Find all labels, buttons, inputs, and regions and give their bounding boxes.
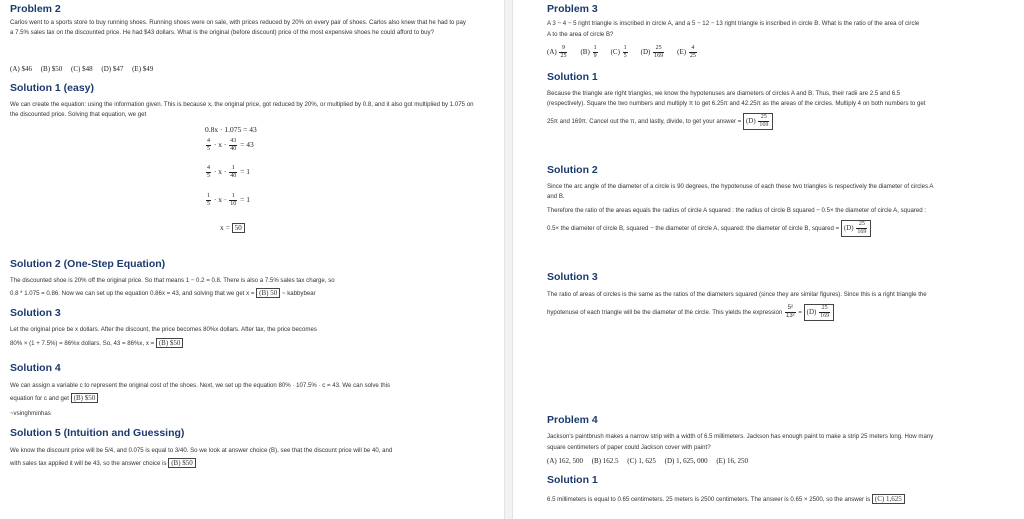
solution-1-line-3: 25π and 169π. Cancel out the π, and lastly, divide, to get your answer = (D) $\frac{25}{169}$ — [547, 113, 1017, 130]
solution-4-line-2: equation for c and get (B) $50 — [10, 393, 490, 404]
choice-item: (C) $\frac{1}{5}$ — [610, 45, 627, 59]
problem-2-title: Problem 2 — [10, 3, 61, 15]
answer-box: (B) $50 — [156, 338, 184, 348]
solution-2-line-1: Since the arc angle of the diameter of a circle is 90 degrees, the hypotenuse of each these two triangles is respectively the diameter of circles A — [547, 183, 934, 190]
problem-2-choices: (A) $46 (B) $50 (C) $48 (D) $47 (E) $49 — [10, 65, 154, 73]
answer-box: (D) $\frac{25}{169}$ — [804, 304, 834, 321]
solution-3-title: Solution 3 — [10, 307, 61, 319]
solution-4-author: ~vsinghminhas — [10, 410, 51, 417]
solution-5-title: Solution 5 (Intuition and Guessing) — [10, 427, 185, 439]
problem-4-line-1: Jackson's paintbrush makes a narrow strip with a width of 6.5 millimeters. Jackson has enough paint to make a strip 25 meters long. How many — [547, 433, 934, 440]
problem-3-line-1: A 3 − 4 − 5 right triangle is inscribed in circle A, and a 5 − 12 − 13 right triangle is inscribed in circle B. What is the ratio of the area of circle — [547, 20, 920, 27]
problem-3-title: Problem 3 — [547, 3, 598, 15]
answer-box: (B) $50 — [71, 393, 99, 403]
answer-box: (B) $50 — [168, 458, 196, 468]
problem-4-solution-title: Solution 1 — [547, 474, 598, 486]
solution-2-title: Solution 2 (One-Step Equation) — [10, 258, 166, 270]
answer-box: 50 — [232, 223, 245, 233]
equation-5: x = 50 — [220, 222, 245, 234]
problem-2-text: Carlos went to a sports store to buy running shoes. Running shoes were on sale, with prices reduced by 20% on every pair of shoes. Carlos also knew that he had to pay a 7.5% sales tax on the discounted price. He had $43 dollars. What is the original (before discount) price of the most expensive shoes he could afford to buy? — [10, 19, 466, 36]
solution-3-line-1: Let the original price be x dollars. After the discount, the price becomes 80%x dollars. After tax, the price becomes — [10, 326, 317, 333]
equation-4: $\frac{1}{5}$ · x · $\frac{1}{10}$ = 1 — [207, 193, 250, 207]
solution-2-line-4: 0.5× the diameter of circle B, squared − the diameter of circle A, squared: the diameter of circle B, squared = (D) $\frac{25}{169}$ — [547, 220, 1017, 237]
solution-3-title: Solution 3 — [547, 271, 598, 283]
solution-2-line-2: 0.8 * 1.075 = 0.86. Now we can set up the equation 0.86x = 43, and solving that we get x = (B) 50 ~ kabbybear — [10, 289, 316, 297]
right-page — [512, 0, 1024, 519]
solution-4-line-1: We can assign a variable c to represent the original cost of the shoes. Next, we set up the equation 80% · 107.5% · c = 43. We can solve this — [10, 382, 390, 389]
solution-1-line-2: (respectively). Square the two numbers and multiply π to get 6.25π and 42.25π as the areas of the circles. Multiply 4 on both numbers to get — [547, 100, 926, 107]
problem-3-line-2: A to the area of circle B? — [547, 31, 614, 38]
choice-item: (D) $\frac{25}{169}$ — [640, 45, 664, 59]
problem-4-solution-line: 6.5 millimeters is equal to 0.65 centimeters. 25 meters is 2500 centimeters. The answer is 0.65 × 2500, so the answer is (C) 1,625 — [547, 494, 1017, 505]
solution-1-title: Solution 1 (easy) — [10, 82, 95, 94]
solution-3-line-2: hypotenuse of each triangle will be the diameter of the circle. This yields the expression $\frac{\text{5²}}{\text{13²}}$ = (D) $\frac{25}{169}$ — [547, 304, 1017, 321]
left-page — [0, 0, 505, 519]
solution-4-title: Solution 4 — [10, 362, 61, 374]
problem-4-choices: (A) 162, 500 (B) 162.5 (C) 1, 625 (D) 1, 625, 000 (E) 16, 250 — [547, 457, 749, 465]
solution-1-text: We can create the equation: using the information given. This is because x, the original price, got reduced by 20%, or multiplied by 0.8, and it also got multiplied by 1.075 on the discounted price. Solving that equation, we get — [10, 101, 474, 118]
solution-5-line-1: We know the discount price will be 5/4, and 0.075 is equal to 3/40. So we look at answer choice (B), see that the discount price will be 40, and — [10, 447, 393, 454]
solution-3-line-2: 80% × (1 + 7.5%) = 86%x dollars. So, 43 = 86%x, x = (B) $50 — [10, 338, 490, 349]
equation-1: 0.8x · 1.075 = 43 — [205, 125, 257, 134]
problem-3-choices — [547, 45, 710, 60]
answer-box: (B) 50 — [256, 288, 280, 298]
equation-3: $\frac{4}{5}$ · x · $\frac{1}{40}$ = 1 — [207, 165, 250, 179]
choice-item: (A) $\frac{9}{25}$ — [547, 45, 567, 59]
problem-4-title: Problem 4 — [547, 414, 598, 426]
solution-2-line-1: The discounted shoe is 20% off the original price. So that means 1 − 0.2 = 0.8. There is also a 7.5% sales tax charge, so — [10, 277, 335, 284]
solution-2-line-2: and B. — [547, 193, 565, 200]
solution-2-line-3: Therefore the ratio of the areas equals the radius of circle A squared : the radius of circle B squared − 0.5× the diameter of circle A, squared : — [547, 207, 927, 214]
solution-3-line-1: The ratio of areas of circles is the same as the ratios of the diameters squared (since they are similar figures). Since this is a right triangle the — [547, 291, 927, 298]
answer-box: (D) $\frac{25}{169}$ — [841, 220, 871, 237]
problem-4-line-2: square centimeters of paper could Jackson cover with paint? — [547, 444, 711, 451]
choice-item: (E) $\frac{4}{25}$ — [677, 45, 696, 59]
choice-item: (B) $\frac{1}{9}$ — [580, 45, 597, 59]
answer-box: (C) 1,625 — [872, 494, 905, 504]
solution-5-line-2: with sales tax applied it will be 43, so the answer choice is (B) $50 — [10, 458, 490, 469]
solution-1-title: Solution 1 — [547, 71, 598, 83]
solution-2-title: Solution 2 — [547, 164, 598, 176]
answer-box: (D) $\frac{25}{169}$ — [743, 113, 773, 130]
equation-2: $\frac{4}{5}$ · x · $\frac{43}{40}$ = 43 — [207, 138, 254, 152]
solution-1-line-1: Because the triangle are right triangles, we know the hypotenuses are diameters of circles A and B. Thus, their radii are 2.5 and 6.5 — [547, 90, 901, 97]
